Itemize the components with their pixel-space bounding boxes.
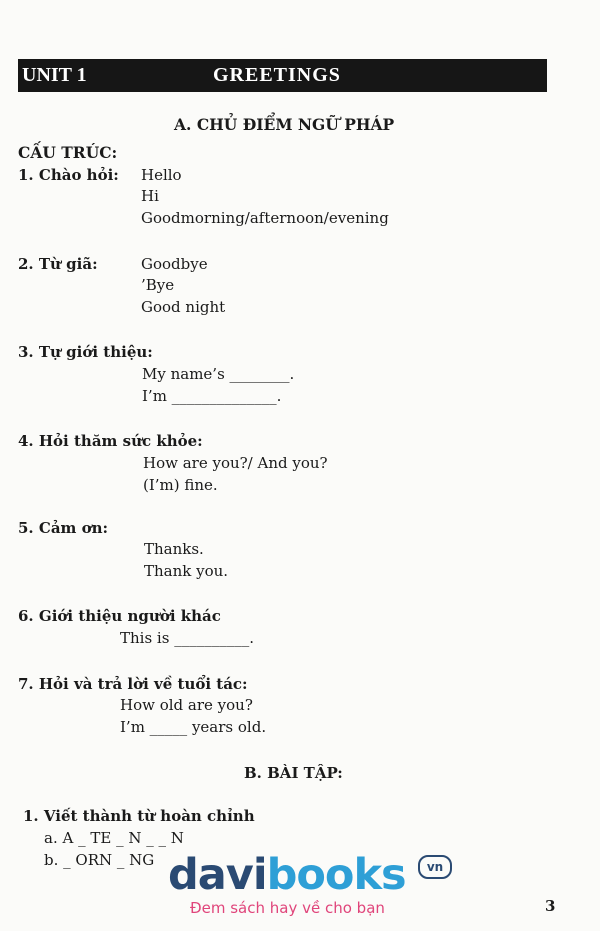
item-label: 4. Hỏi thăm sức khỏe: — [18, 432, 203, 450]
unit-title: GREETINGS — [213, 64, 341, 86]
unit-banner — [18, 59, 547, 92]
item-line: Good night — [141, 298, 226, 316]
item-line: Thank you. — [144, 562, 229, 580]
davibooks-logo — [168, 850, 406, 900]
page-number: 3 — [545, 897, 556, 915]
item-line: My name’s ________. — [142, 365, 295, 383]
item-line: Thanks. — [144, 540, 204, 558]
section-a-title: A. CHỦ ĐIỂM NGỮ PHÁP — [174, 115, 395, 134]
item-line: Hello — [141, 166, 182, 184]
item-line: ’Bye — [141, 276, 175, 294]
item-line: This is __________. — [120, 629, 254, 647]
item-line: Hi — [141, 187, 159, 205]
item-line: (I’m) fine. — [143, 476, 218, 494]
item-label: 5. Cảm ơn: — [18, 519, 109, 537]
logo-vn-badge: vn — [418, 855, 452, 879]
exercise-title: 1. Viết thành từ hoàn chỉnh — [23, 807, 255, 825]
item-line: How are you?/ And you? — [143, 454, 328, 472]
unit-label: UNIT 1 — [22, 64, 87, 86]
item-line: Goodmorning/afternoon/evening — [141, 209, 389, 227]
exercise-line: b. _ ORN _ NG — [44, 851, 155, 869]
section-b-title: B. BÀI TẬP: — [244, 764, 343, 782]
structure-label: CẤU TRÚC: — [18, 143, 118, 162]
logo-brand-light: books — [266, 850, 406, 900]
exercise-line: a. A _ TE _ N _ _ N — [44, 829, 184, 847]
item-label: 6. Giới thiệu người khác — [18, 607, 221, 625]
item-label: 2. Từ giã: — [18, 255, 98, 273]
logo-tagline: Đem sách hay về cho bạn — [190, 899, 385, 917]
logo-brand-dark: davi — [168, 850, 267, 900]
item-label: 1. Chào hỏi: — [18, 166, 119, 184]
item-line: Goodbye — [141, 255, 208, 273]
item-label: 3. Tự giới thiệu: — [18, 343, 153, 361]
item-line: I’m _____ years old. — [120, 718, 267, 736]
item-label: 7. Hỏi và trả lời về tuổi tác: — [18, 675, 248, 693]
item-line: I’m ______________. — [142, 387, 282, 405]
item-line: How old are you? — [120, 696, 253, 714]
